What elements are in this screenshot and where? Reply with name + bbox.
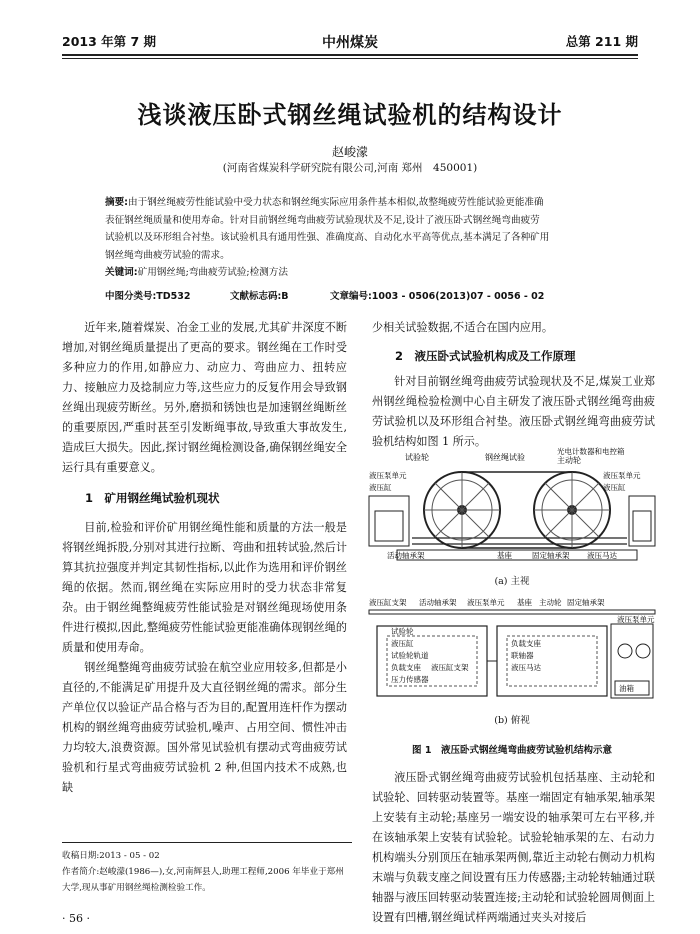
continuation-text: 少相关试验数据,不适合在国内应用。	[372, 321, 554, 334]
footnote	[62, 848, 352, 896]
label-hyd-pump-left: 液压泵单元	[369, 471, 407, 480]
label-fixed-bearing: 固定轴承架	[532, 551, 570, 560]
received-date: 收稿日期:2013 - 05 - 02	[62, 851, 160, 861]
label-controller: 光电计数器和电控箱	[557, 447, 625, 456]
article-number: 文章编号:1003 - 0506(2013)07 - 0056 - 02	[330, 291, 545, 302]
doc-code: 文献标志码:B	[230, 291, 289, 302]
label-base-b: 基座	[517, 598, 532, 607]
label-hyd-pump-2: 液压泵单元	[617, 615, 655, 624]
label-base: 基座	[497, 551, 512, 560]
label-hyd-pump-1: 液压泵单元	[467, 598, 505, 607]
classification-line	[105, 288, 625, 302]
label-drive-wheel: 主动轮	[557, 456, 581, 465]
article-title: 浅谈液压卧式钢丝绳试验机的结构设计	[137, 101, 563, 129]
figure-sub-a: (a) 主视	[494, 576, 530, 587]
author-name: 赵峻濛	[331, 145, 368, 159]
page-number: · 56 ·	[62, 912, 90, 925]
keywords: 矿用钢丝绳;弯曲疲劳试验;检测方法	[137, 267, 288, 278]
abstract-label: 摘要:	[105, 197, 129, 208]
label-cyl-support-2: 液压缸支架	[431, 663, 469, 672]
abstract-line: 表征钢丝绳质量和使用寿命。针对目前钢丝绳弯曲疲劳试验现状及不足,设计了液压卧式钢丝绳弯曲疲劳	[105, 214, 540, 226]
label-rope-sample: 钢丝绳试验	[485, 453, 525, 462]
abstract	[105, 194, 605, 282]
journal-name: 中州煤炭	[322, 35, 378, 51]
abstract-line: 由于钢丝绳疲劳性能试验中受力状态和钢丝绳实际应用条件基本相似,故整绳疲劳性能试验更能准确	[128, 197, 544, 208]
label-load-support-2: 负载支座	[511, 639, 541, 648]
figure-caption: 图 1 液压卧式钢丝绳弯曲疲劳试验机结构示意	[412, 745, 612, 756]
clc-code: 中图分类号:TD532	[105, 291, 191, 302]
figure-sub-b: (b) 俯视	[494, 715, 530, 726]
label-sensor: 压力传感器	[391, 675, 429, 684]
keywords-label: 关键词:	[105, 267, 138, 278]
footnote-rule	[62, 842, 352, 843]
label-drive-wheel-b: 主动轮	[539, 598, 562, 607]
label-moving-bearing-b: 活动轴承架	[419, 598, 457, 607]
section2-paragraph-2: 液压卧式钢丝绳弯曲疲劳试验机包括基座、主动轮和试验轮、回转驱动装置等。基座一端固定有轴承架,轴承架上安装有主动轮;基座另一端安设的轴承架可左右平移,并在该轴承架上安装有试验轮。试验轮轴承架的左、右动力机构端头分别顶压在轴承架两侧,靠近主动轮右侧动力机构末端与负载支座之间设置有压力传感器;主动轮转轴通过联轴器与液压回转驱动装置连接;主动轮和试验轮圆周侧面上设置有凹槽,钢丝绳试样两端通过夹头对接后	[372, 771, 655, 924]
figure-top-view	[367, 596, 657, 706]
label-rail: 试验轮轨道	[391, 651, 429, 660]
right-column-bottom	[372, 768, 655, 928]
figure-front-view	[367, 447, 657, 566]
abstract-line: 试验机以及环形组合衬垫。该试验机具有通用性强、准确度高、自动化水平高等优点,基本满足了各种矿用	[105, 232, 550, 243]
serial-label: 总第 211 期	[565, 34, 638, 49]
header-rule-thin	[62, 58, 638, 59]
section1-paragraph-2: 钢丝绳整绳弯曲疲劳试验在航空业应用较多,但都是小直径的,不能满足矿用提升及大直径钢丝绳的需求。部分生产单位仅以验证产品合格与否为目的,配置用连杆作为摆动机构的钢丝绳弯曲疲劳试验机,噪声、占用空间、惯性冲击力均较大,浪费资源。国外常见试验机有摆动式弯曲疲劳试验机和行星式弯曲疲劳试验机 2 种,但国内技术不成熟,也缺	[62, 661, 347, 794]
label-test-wheel: 试验轮	[405, 453, 429, 462]
intro-paragraph: 近年来,随着煤炭、冶金工业的发展,尤其矿井深度不断增加,对钢丝绳质量提出了更高的要求。钢丝绳在工作时受多种应力的作用,如静应力、动应力、弯曲应力、扭转应力、接触应力及捻制应力等,这些应力的反复作用会导致钢丝绳出现疲劳断丝。另外,磨损和锈蚀也是加速钢丝绳断丝的重要原因,严重时甚至引发断绳事故,导致重大事故发生,造成巨大损失。因此,探讨钢丝绳检测设备,确保钢丝绳安全运行具有重要意义。	[62, 321, 347, 474]
issue-label: 2013 年第 7 期	[62, 34, 157, 49]
section2-heading: 2 液压卧式试验机构成及工作原理	[395, 349, 576, 363]
label-coupling: 联轴器	[511, 651, 534, 660]
author-bio: 作者简介:赵峻濛(1986—),女,河南辉县人,助理工程师,2006 年毕业于郑州大学,现从事矿用钢丝绳检测检验工作。	[62, 867, 344, 893]
label-oil-tank: 油箱	[619, 684, 634, 693]
label-hyd-cyl-right: 液压缸	[603, 483, 626, 492]
label-cyl-support: 液压缸支架	[369, 598, 407, 607]
label-hyd-motor-b: 液压马达	[511, 663, 541, 672]
label-hyd-cyl-b: 液压缸	[391, 639, 414, 648]
left-column	[62, 318, 347, 798]
right-column-top	[372, 318, 655, 452]
section1-paragraph-1: 目前,检验和评价矿用钢丝绳性能和质量的方法一般是将钢丝绳拆股,分别对其进行拉断、弯曲和扭转试验,然后计算其抗拉强度并判定其韧性指标,以此作为选用和评价钢丝绳的依据。然而,钢丝绳在实际应用时的受力状态非常复杂。由于钢丝绳整绳疲劳性能试验是对钢丝绳现场使用条件进行模拟,因此,整绳疲劳性能试验更能准确体现钢丝绳的质量和使用寿命。	[62, 521, 347, 654]
label-test-wheel-b: 试验轮	[391, 627, 414, 636]
label-load-support: 负载支座	[391, 663, 421, 672]
label-hyd-motor: 液压马达	[587, 551, 617, 560]
abstract-line: 钢丝绳弯曲疲劳试验的需求。	[105, 249, 230, 261]
header-rule	[62, 54, 638, 56]
affiliation: (河南省煤炭科学研究院有限公司,河南 郑州 450001)	[222, 162, 478, 174]
label-moving-bearing: 活动轴承架	[387, 551, 425, 560]
label-hyd-cyl-left: 液压缸	[369, 483, 392, 492]
label-fixed-bearing-b: 固定轴承架	[567, 598, 605, 607]
label-hyd-pump-right: 液压泵单元	[603, 471, 641, 480]
section1-heading: 1 矿用钢丝绳试验机现状	[85, 491, 220, 505]
section2-paragraph-1: 针对目前钢丝绳弯曲疲劳试验现状及不足,煤炭工业郑州钢丝绳检验检测中心自主研发了液压卧式钢丝绳弯曲疲劳试验机以及环形组合衬垫。液压卧式钢丝绳弯曲疲劳试验机结构如图 1 所示。	[372, 375, 655, 448]
